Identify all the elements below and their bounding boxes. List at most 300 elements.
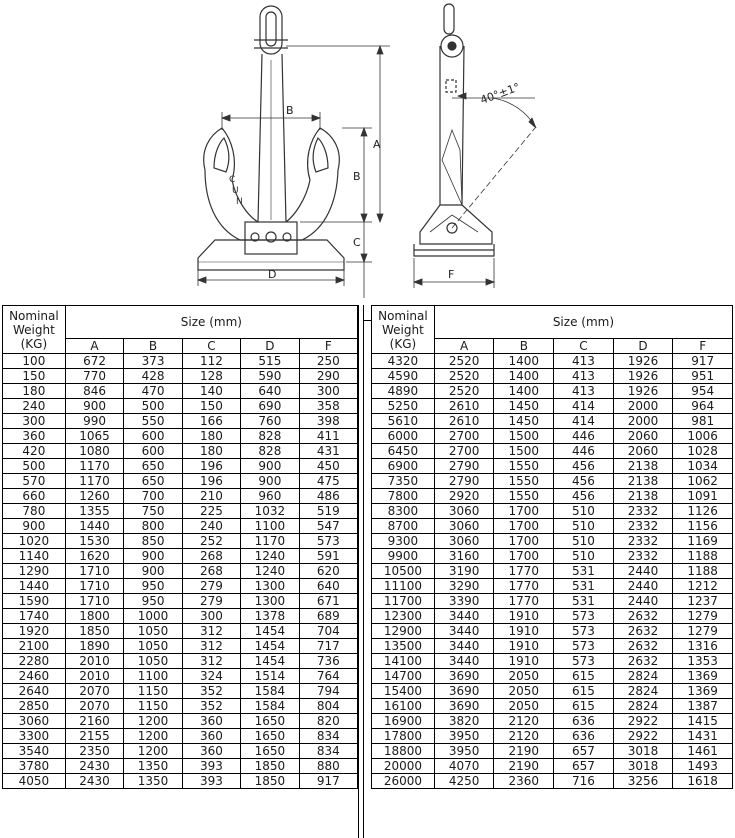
table-row (3, 654, 358, 669)
table-row (3, 549, 358, 564)
size-cell: 770 (65, 369, 124, 384)
size-cell: 1170 (65, 459, 124, 474)
table-row (3, 369, 358, 384)
table-row (372, 444, 733, 459)
weight-cell: 11700 (372, 594, 435, 609)
table-row (372, 369, 733, 384)
size-cell: 1260 (65, 489, 124, 504)
size-cell: 180 (182, 444, 240, 459)
size-cell: 2430 (65, 759, 124, 774)
column-header-f: F (299, 339, 357, 354)
spec-table-left (2, 305, 358, 789)
table-row (3, 759, 358, 774)
size-cell: 1188 (673, 564, 733, 579)
size-cell: 268 (182, 564, 240, 579)
size-cell: 180 (182, 429, 240, 444)
size-cell: 834 (299, 744, 357, 759)
size-cell: 475 (299, 474, 357, 489)
size-cell: 900 (241, 459, 300, 474)
size-cell: 1584 (241, 699, 300, 714)
size-cell: 1150 (124, 699, 183, 714)
weight-cell: 14100 (372, 654, 435, 669)
size-cell: 550 (124, 414, 183, 429)
size-cell: 850 (124, 534, 183, 549)
size-cell: 657 (554, 759, 614, 774)
table-row (372, 384, 733, 399)
weight-cell: 4890 (372, 384, 435, 399)
weight-cell: 16100 (372, 699, 435, 714)
weight-cell: 17800 (372, 729, 435, 744)
spec-table-right (371, 305, 733, 789)
size-cell: 1200 (124, 729, 183, 744)
table-row (372, 489, 733, 504)
size-cell: 300 (182, 609, 240, 624)
size-cell: 2790 (434, 459, 494, 474)
size-cell: 1584 (241, 684, 300, 699)
size-cell: 620 (299, 564, 357, 579)
weight-cell: 660 (3, 489, 66, 504)
size-cell: 591 (299, 549, 357, 564)
weight-cell: 1140 (3, 549, 66, 564)
spec-table-left-body (3, 354, 358, 789)
size-cell: 456 (554, 459, 614, 474)
size-cell: 1493 (673, 759, 733, 774)
size-cell: 1770 (494, 579, 554, 594)
size-cell: 689 (299, 609, 357, 624)
anchor-base-front (198, 240, 344, 270)
size-cell: 1700 (494, 549, 554, 564)
size-cell: 951 (673, 369, 733, 384)
table-row (372, 534, 733, 549)
weight-cell: 3780 (3, 759, 66, 774)
size-cell: 950 (124, 579, 183, 594)
size-cell: 1770 (494, 594, 554, 609)
size-cell: 2010 (65, 669, 124, 684)
weight-cell: 18800 (372, 744, 435, 759)
size-cell: 1500 (494, 444, 554, 459)
size-cell: 510 (554, 549, 614, 564)
weight-cell: 1290 (3, 564, 66, 579)
size-cell: 2000 (613, 414, 673, 429)
size-cell: 1850 (241, 774, 300, 789)
weight-cell: 5250 (372, 399, 435, 414)
size-cell: 3950 (434, 729, 494, 744)
size-cell: 150 (182, 399, 240, 414)
size-cell: 1028 (673, 444, 733, 459)
table-row (372, 729, 733, 744)
anchor-spec-tables (0, 305, 735, 838)
size-cell: 3060 (434, 534, 494, 549)
size-cell: 954 (673, 384, 733, 399)
table-row (3, 489, 358, 504)
shackle-side (444, 4, 454, 34)
size-cell: 112 (182, 354, 240, 369)
size-cell: 398 (299, 414, 357, 429)
size-cell: 1454 (241, 639, 300, 654)
size-cell: 3390 (434, 594, 494, 609)
weight-cell: 420 (3, 444, 66, 459)
weight-cell: 16900 (372, 714, 435, 729)
weight-cell: 9900 (372, 549, 435, 564)
size-cell: 615 (554, 669, 614, 684)
size-cell: 1770 (494, 564, 554, 579)
size-cell: 2160 (65, 714, 124, 729)
table-row (372, 564, 733, 579)
dim-label-f: F (448, 268, 455, 281)
size-cell: 1212 (673, 579, 733, 594)
table-row (372, 774, 733, 789)
size-cell: 360 (182, 729, 240, 744)
nominal-weight-header: Nominal Weight (KG) (3, 306, 66, 354)
size-cell: 2360 (494, 774, 554, 789)
size-cell: 650 (124, 459, 183, 474)
size-cell: 1091 (673, 489, 733, 504)
size-cell: 312 (182, 624, 240, 639)
size-cell: 2610 (434, 399, 494, 414)
dim-label-c: C (353, 236, 361, 249)
anchor-drawing (0, 0, 735, 305)
size-cell: 1550 (494, 474, 554, 489)
size-cell: 1279 (673, 609, 733, 624)
size-cell: 2520 (434, 384, 494, 399)
table-row (3, 474, 358, 489)
size-cell: 1700 (494, 534, 554, 549)
size-cell: 950 (124, 594, 183, 609)
size-cell: 312 (182, 639, 240, 654)
size-cell: 2440 (613, 564, 673, 579)
size-cell: 393 (182, 759, 240, 774)
size-cell: 2060 (613, 429, 673, 444)
size-cell: 519 (299, 504, 357, 519)
dim-label-d: D (268, 268, 277, 281)
size-cell: 1500 (494, 429, 554, 444)
size-cell: 573 (554, 654, 614, 669)
weight-cell: 6000 (372, 429, 435, 444)
size-cell: 1890 (65, 639, 124, 654)
size-cell: 700 (124, 489, 183, 504)
weight-cell: 500 (3, 459, 66, 474)
size-cell: 470 (124, 384, 183, 399)
size-cell: 1279 (673, 624, 733, 639)
column-header-f: F (673, 339, 733, 354)
size-cell: 1650 (241, 744, 300, 759)
size-cell: 1200 (124, 744, 183, 759)
size-cell: 531 (554, 579, 614, 594)
size-cell: 640 (241, 384, 300, 399)
size-cell: 1050 (124, 624, 183, 639)
table-row (3, 444, 358, 459)
table-row (372, 654, 733, 669)
nominal-weight-header: Nominal Weight (KG) (372, 306, 435, 354)
size-cell: 1550 (494, 489, 554, 504)
table-row (3, 594, 358, 609)
weight-cell: 1740 (3, 609, 66, 624)
size-cell: 196 (182, 474, 240, 489)
weight-cell: 240 (3, 399, 66, 414)
size-cell: 2070 (65, 684, 124, 699)
table-row (3, 354, 358, 369)
size-cell: 615 (554, 684, 614, 699)
size-cell: 834 (299, 729, 357, 744)
size-cell: 431 (299, 444, 357, 459)
size-cell: 373 (124, 354, 183, 369)
weight-cell: 150 (3, 369, 66, 384)
size-header: Size (mm) (434, 306, 732, 339)
size-cell: 428 (124, 369, 183, 384)
size-cell: 964 (673, 399, 733, 414)
weight-cell: 2280 (3, 654, 66, 669)
size-cell: 290 (299, 369, 357, 384)
weight-cell: 5610 (372, 414, 435, 429)
size-cell: 300 (299, 384, 357, 399)
size-cell: 4070 (434, 759, 494, 774)
size-cell: 2700 (434, 444, 494, 459)
size-cell: 1034 (673, 459, 733, 474)
table-divider (358, 305, 371, 838)
size-cell: 2332 (613, 534, 673, 549)
size-cell: 1100 (124, 669, 183, 684)
size-cell: 250 (299, 354, 357, 369)
size-cell: 1700 (494, 504, 554, 519)
size-cell: 1710 (65, 564, 124, 579)
size-cell: 360 (182, 744, 240, 759)
size-cell: 2632 (613, 609, 673, 624)
size-cell: 2440 (613, 579, 673, 594)
size-cell: 1910 (494, 609, 554, 624)
size-cell: 1316 (673, 639, 733, 654)
size-cell: 1369 (673, 684, 733, 699)
table-row (372, 669, 733, 684)
anchor-shank-front (258, 54, 286, 222)
size-cell: 1065 (65, 429, 124, 444)
table-row (3, 639, 358, 654)
dim-label-b-horizontal: B (286, 104, 294, 117)
size-cell: 2350 (65, 744, 124, 759)
weight-cell: 8300 (372, 504, 435, 519)
size-cell: 2060 (613, 444, 673, 459)
size-cell: 760 (241, 414, 300, 429)
size-cell: 1240 (241, 549, 300, 564)
size-cell: 446 (554, 444, 614, 459)
size-cell: 1062 (673, 474, 733, 489)
size-cell: 456 (554, 489, 614, 504)
size-cell: 2070 (65, 699, 124, 714)
size-cell: 1355 (65, 504, 124, 519)
size-cell: 3018 (613, 744, 673, 759)
table-row (372, 759, 733, 774)
size-cell: 3440 (434, 639, 494, 654)
weight-cell: 4590 (372, 369, 435, 384)
size-cell: 3060 (434, 519, 494, 534)
size-cell: 1910 (494, 639, 554, 654)
column-header-c: C (182, 339, 240, 354)
table-row (372, 639, 733, 654)
size-cell: 600 (124, 444, 183, 459)
size-cell: 1150 (124, 684, 183, 699)
size-cell: 2332 (613, 504, 673, 519)
weight-cell: 1020 (3, 534, 66, 549)
weight-cell: 780 (3, 504, 66, 519)
weight-cell: 360 (3, 429, 66, 444)
size-cell: 1050 (124, 639, 183, 654)
size-cell: 1850 (241, 759, 300, 774)
size-cell: 3440 (434, 654, 494, 669)
size-cell: 3290 (434, 579, 494, 594)
size-cell: 1387 (673, 699, 733, 714)
size-cell: 225 (182, 504, 240, 519)
size-cell: 736 (299, 654, 357, 669)
table-row (3, 579, 358, 594)
size-cell: 1620 (65, 549, 124, 564)
size-cell: 2050 (494, 669, 554, 684)
size-cell: 279 (182, 579, 240, 594)
size-cell: 750 (124, 504, 183, 519)
size-cell: 4250 (434, 774, 494, 789)
size-cell: 2700 (434, 429, 494, 444)
size-cell: 3190 (434, 564, 494, 579)
table-row (3, 384, 358, 399)
column-header-c: C (554, 339, 614, 354)
weight-cell: 1440 (3, 579, 66, 594)
weight-cell: 3060 (3, 714, 66, 729)
size-cell: 2440 (613, 594, 673, 609)
size-cell: 820 (299, 714, 357, 729)
size-cell: 2430 (65, 774, 124, 789)
weight-cell: 900 (3, 519, 66, 534)
weight-cell: 300 (3, 414, 66, 429)
table-row (372, 699, 733, 714)
size-cell: 2190 (494, 759, 554, 774)
weight-cell: 6450 (372, 444, 435, 459)
size-cell: 500 (124, 399, 183, 414)
weight-cell: 14700 (372, 669, 435, 684)
weight-cell: 3540 (3, 744, 66, 759)
size-cell: 2010 (65, 654, 124, 669)
size-cell: 3690 (434, 669, 494, 684)
size-cell: 2632 (613, 654, 673, 669)
angle-label: 40°±1° (478, 80, 522, 107)
size-cell: 1650 (241, 714, 300, 729)
size-cell: 764 (299, 669, 357, 684)
size-cell: 1188 (673, 549, 733, 564)
size-cell: 590 (241, 369, 300, 384)
size-cell: 1926 (613, 384, 673, 399)
size-cell: 1050 (124, 654, 183, 669)
size-cell: 1350 (124, 759, 183, 774)
size-cell: 352 (182, 699, 240, 714)
size-cell: 2190 (494, 744, 554, 759)
size-cell: 1800 (65, 609, 124, 624)
table-row (372, 579, 733, 594)
table-row (3, 609, 358, 624)
size-cell: 358 (299, 399, 357, 414)
anchor-diagram-svg (0, 0, 735, 305)
size-cell: 2120 (494, 729, 554, 744)
size-cell: 210 (182, 489, 240, 504)
size-cell: 414 (554, 414, 614, 429)
size-cell: 252 (182, 534, 240, 549)
table-row (372, 624, 733, 639)
size-cell: 657 (554, 744, 614, 759)
size-cell: 2050 (494, 684, 554, 699)
size-cell: 3160 (434, 549, 494, 564)
size-cell: 196 (182, 459, 240, 474)
weight-cell: 13500 (372, 639, 435, 654)
size-cell: 900 (65, 399, 124, 414)
column-header-d: D (241, 339, 300, 354)
size-cell: 2155 (65, 729, 124, 744)
size-cell: 510 (554, 504, 614, 519)
size-cell: 990 (65, 414, 124, 429)
weight-cell: 2640 (3, 684, 66, 699)
size-cell: 960 (241, 489, 300, 504)
weight-cell: 10500 (372, 564, 435, 579)
size-cell: 1353 (673, 654, 733, 669)
size-cell: 615 (554, 699, 614, 714)
column-header-a: A (434, 339, 494, 354)
size-cell: 1454 (241, 654, 300, 669)
table-row (3, 519, 358, 534)
weight-cell: 2850 (3, 699, 66, 714)
table-row (372, 519, 733, 534)
size-cell: 3690 (434, 684, 494, 699)
table-row (372, 504, 733, 519)
size-cell: 324 (182, 669, 240, 684)
size-cell: 804 (299, 699, 357, 714)
size-cell: 2138 (613, 459, 673, 474)
weight-cell: 15400 (372, 684, 435, 699)
size-cell: 140 (182, 384, 240, 399)
column-header-d: D (613, 339, 673, 354)
size-cell: 573 (554, 639, 614, 654)
size-cell: 2138 (613, 474, 673, 489)
size-cell: 411 (299, 429, 357, 444)
table-row (372, 549, 733, 564)
weight-cell: 7350 (372, 474, 435, 489)
size-cell: 2922 (613, 714, 673, 729)
size-cell: 1461 (673, 744, 733, 759)
table-row (372, 474, 733, 489)
size-cell: 446 (554, 429, 614, 444)
table-row (372, 399, 733, 414)
weight-cell: 4320 (372, 354, 435, 369)
size-cell: 981 (673, 414, 733, 429)
size-cell: 1926 (613, 354, 673, 369)
size-cell: 1926 (613, 369, 673, 384)
table-row (372, 684, 733, 699)
spec-table-right-body (372, 354, 733, 789)
size-cell: 690 (241, 399, 300, 414)
size-cell: 1710 (65, 579, 124, 594)
size-cell: 2138 (613, 489, 673, 504)
weight-cell: 1590 (3, 594, 66, 609)
size-cell: 268 (182, 549, 240, 564)
size-cell: 2920 (434, 489, 494, 504)
size-cell: 800 (124, 519, 183, 534)
size-cell: 2332 (613, 519, 673, 534)
size-cell: 1200 (124, 714, 183, 729)
size-cell: 650 (124, 474, 183, 489)
table-row (3, 459, 358, 474)
table-row (372, 594, 733, 609)
size-cell: 1100 (241, 519, 300, 534)
size-cell: 671 (299, 594, 357, 609)
table-row (3, 714, 358, 729)
weight-cell: 11100 (372, 579, 435, 594)
size-cell: 573 (299, 534, 357, 549)
table-row (372, 414, 733, 429)
size-cell: 794 (299, 684, 357, 699)
